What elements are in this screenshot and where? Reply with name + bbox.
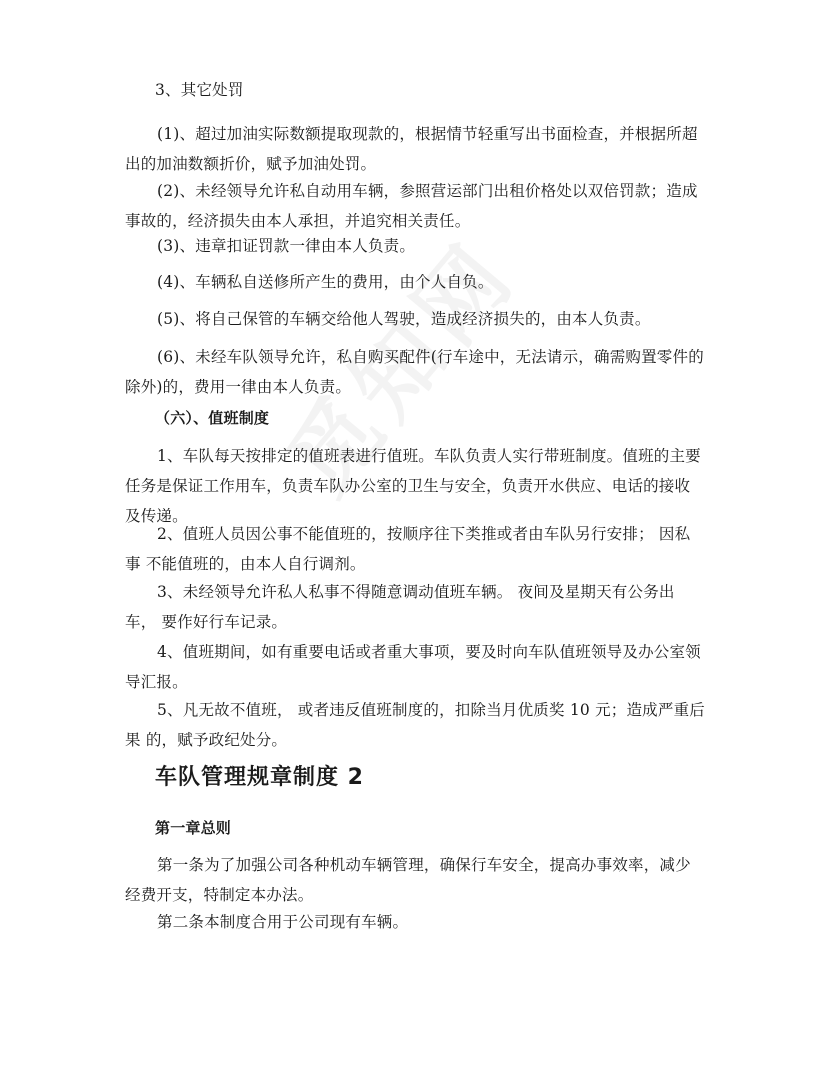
paragraph: (4)、车辆私自送修所产生的费用，由个人自负。: [157, 273, 494, 291]
paragraph: (6)、未经车队领导允许，私自购买配件(行车途中，无法请示，确需购置零件的除外)的，费用一律由本人负责。: [125, 348, 704, 396]
paragraph: (5)、将自己保管的车辆交给他人驾驶，造成经济损失的，由本人负责。: [157, 310, 651, 328]
paragraph: 1、车队每天按排定的值班表进行值班。车队负责人实行带班制度。值班的主要任务是保证工作用车，负责车队办公室的卫生与安全，负责开水供应、电话的接收及传递。: [125, 447, 701, 525]
section-heading: （六）、值班制度: [155, 409, 270, 427]
section-heading: 3、其它处罚: [155, 81, 244, 99]
paragraph: 第一条为了加强公司各种机动车辆管理，确保行车安全，提高办事效率，减少经费开支，特制定本办法。: [125, 856, 691, 904]
paragraph: (1)、超过加油实际数额提取现款的，根据情节轻重写出书面检查，并根据所超出的加油数额折价，赋予加油处罚。: [125, 125, 698, 173]
paragraph: 3、未经领导允许私人私事不得随意调动值班车辆。 夜间及星期天有公务出车， 要作好行车记录。: [125, 583, 675, 631]
document-title: 车队管理规章制度 2: [155, 765, 364, 790]
paragraph: 5、凡无故不值班， 或者违反值班制度的，扣除当月优质奖 10 元；造成严重后果 的，赋予政纪处分。: [125, 701, 705, 749]
paragraph: (3)、违章扣证罚款一律由本人负责。: [157, 237, 416, 255]
paragraph: (2)、未经领导允许私自动用车辆，参照营运部门出租价格处以双倍罚款；造成事故的，经济损失由本人承担，并追究相关责任。: [125, 182, 698, 230]
chapter-heading: 第一章总则: [155, 819, 232, 837]
paragraph: 第二条本制度合用于公司现有车辆。: [157, 913, 409, 931]
paragraph: 4、值班期间，如有重要电话或者重大事项，要及时向车队值班领导及办公室领 导汇报。: [125, 643, 707, 691]
paragraph: 2、值班人员因公事不能值班的，按顺序往下类推或者由车队另行安排； 因私事 不能值班的，由本人自行调剂。: [125, 525, 691, 573]
